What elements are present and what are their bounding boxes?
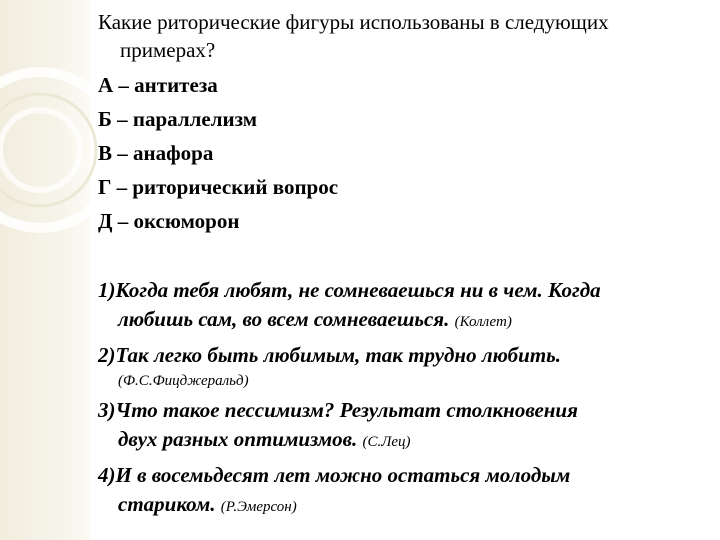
option-b: Б – параллелизм (98, 107, 258, 131)
option-a: А – антитеза (98, 73, 218, 97)
example-3-author: (С.Лец) (362, 434, 411, 450)
question-line-2: примерах? (120, 38, 216, 62)
example-3-line-2: двух разных оптимизмов. (118, 427, 358, 451)
example-2 (98, 341, 698, 392)
question-line-1: Какие риторические фигуры использованы в следующих (98, 10, 609, 34)
question-text (98, 8, 698, 64)
option-c: В – анафора (98, 141, 214, 165)
example-1-author: (Коллет) (454, 314, 512, 330)
example-3-line-1: 3)Что такое пессимизм? Результат столкновения (98, 398, 578, 422)
example-4 (98, 461, 698, 522)
example-3 (98, 396, 698, 457)
options-list (98, 68, 698, 238)
example-2-line-1: 2)Так легко быть любимым, так трудно любить. (98, 343, 562, 367)
example-2-author: (Ф.С.Фицджеральд) (118, 373, 249, 389)
example-4-line-1: 4)И в восемьдесят лет можно остаться молодым (98, 463, 571, 487)
example-4-line-2: стариком. (118, 492, 216, 516)
example-1 (98, 276, 698, 337)
option-d: Г – риторический вопрос (98, 175, 339, 199)
option-e: Д – оксюморон (98, 209, 240, 233)
example-1-line-1: 1)Когда тебя любят, не сомневаешься ни в чем. Когда (98, 278, 601, 302)
slide-content (98, 8, 698, 526)
examples-list (98, 276, 698, 522)
example-4-author: (Р.Эмерсон) (220, 499, 297, 515)
example-1-line-2: любишь сам, во всем сомневаешься. (118, 307, 450, 331)
